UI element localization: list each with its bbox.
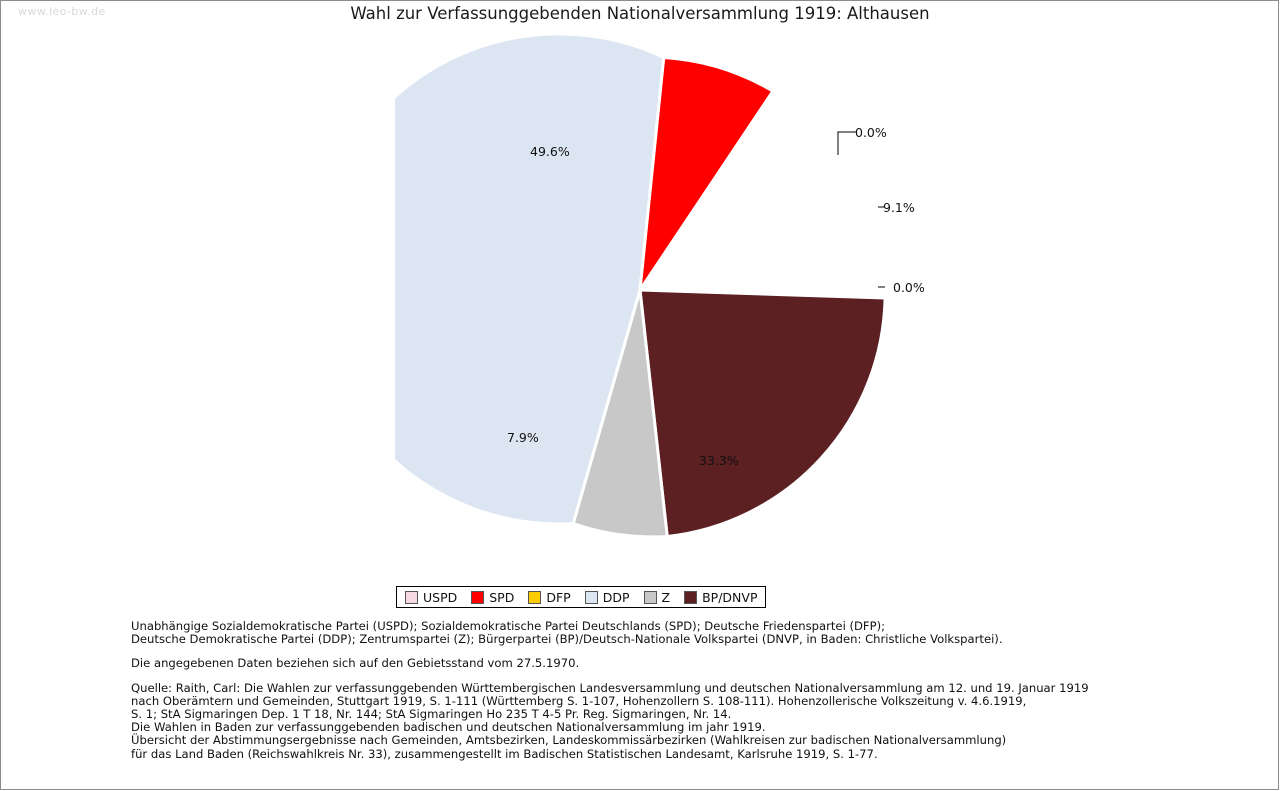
note-parties-line-2: Deutsche Demokratische Partei (DDP); Zentrumspartei (Z); Bürgerpartei (BP)/Deutsch-Nationale Volkspartei (DNVP, in Baden: Christliche Volkspartei). (131, 632, 1003, 647)
note-source-line-2: nach Oberämtern und Gemeinden, Stuttgart 1919, S. 1-111 (Württemberg S. 1-107, Hohenzollern S. 108-111). Hohenzollerische Volkszeitung v. 4.6.1919, (131, 693, 1027, 708)
note-source-line-3: S. 1; StA Sigmaringen Dep. 1 T 18, Nr. 144; StA Sigmaringen Ho 235 T 4-5 Pr. Reg. Sigmaringen, Nr. 14. (131, 707, 732, 722)
legend-swatch-icon-spd (471, 591, 484, 604)
legend-swatch-icon-z (644, 591, 657, 604)
page-title: Wahl zur Verfassunggebenden Nationalversammlung 1919: Althausen (350, 4, 930, 23)
legend-label-dfp: DFP (546, 589, 571, 605)
note-source-line-5: Übersicht der Abstimmungsergebnisse nach Gemeinden, Amtsbezirken, Landeskommissärbezirken (Wahlkreisen zur badischen Nationalversammlung) (131, 733, 1007, 748)
note-territory-line-1: Die angegebenen Daten beziehen sich auf den Gebietsstand vom 27.5.1970. (131, 656, 580, 671)
legend-swatch-icon-dfp (528, 591, 541, 604)
legend-item-bpdnvp[interactable] (684, 590, 757, 605)
legend-label-ddp: DDP (602, 589, 630, 605)
pie-label-uspd: 0.0% (855, 125, 887, 140)
watermark-text: www.leo-bw.de (18, 5, 106, 18)
note-territory (131, 657, 1191, 670)
chart-legend (396, 586, 766, 608)
legend-label-uspd: USPD (423, 589, 458, 605)
pie-label-ddp: 49.6% (530, 144, 570, 159)
note-source-line-1: Quelle: Raith, Carl: Die Wahlen zur verfassunggebenden Württembergischen Landesversammlung und deutschen Nationalversammlung am 12. und 19. Januar 1919 (131, 680, 1089, 695)
pie-label-bpdnvp: 33.3% (699, 453, 739, 468)
note-source-line-6: für das Land Baden (Reichswahlkreis Nr. 33), zusammengestellt im Badischen Statistischen Landesamt, Karlsruhe 1919, S. 1-77. (131, 746, 878, 761)
legend-swatch-icon-uspd (405, 591, 418, 604)
pie-chart (395, 35, 925, 545)
legend-swatch-icon-bpdnvp (684, 591, 697, 604)
legend-item-uspd[interactable] (405, 590, 457, 605)
note-parties-line-1: Unabhängige Sozialdemokratische Partei (USPD); Sozialdemokratische Partei Deutschlands (SPD); Deutsche Friedenspartei (DFP); (131, 619, 886, 633)
pie-label-dfp: 0.0% (893, 280, 925, 295)
pie-label-spd: 9.1% (883, 200, 915, 215)
legend-label-spd: SPD (489, 589, 515, 605)
legend-item-ddp[interactable] (585, 590, 630, 605)
legend-item-z[interactable] (644, 590, 671, 605)
note-source (131, 682, 1191, 761)
legend-item-spd[interactable] (471, 590, 514, 605)
legend-item-dfp[interactable] (528, 590, 570, 605)
legend-label-bpdnvp: BP/DNVP (702, 589, 758, 605)
footnotes (131, 620, 1191, 772)
note-source-line-4: Die Wahlen in Baden zur verfassunggebenden badischen und deutschen Nationalversammlung im jahr 1919. (131, 720, 766, 735)
pie-label-z: 7.9% (507, 430, 539, 445)
pie-svg (395, 35, 885, 545)
legend-swatch-icon-ddp (585, 591, 598, 604)
legend-label-z: Z (661, 589, 671, 605)
note-parties (131, 620, 1191, 646)
